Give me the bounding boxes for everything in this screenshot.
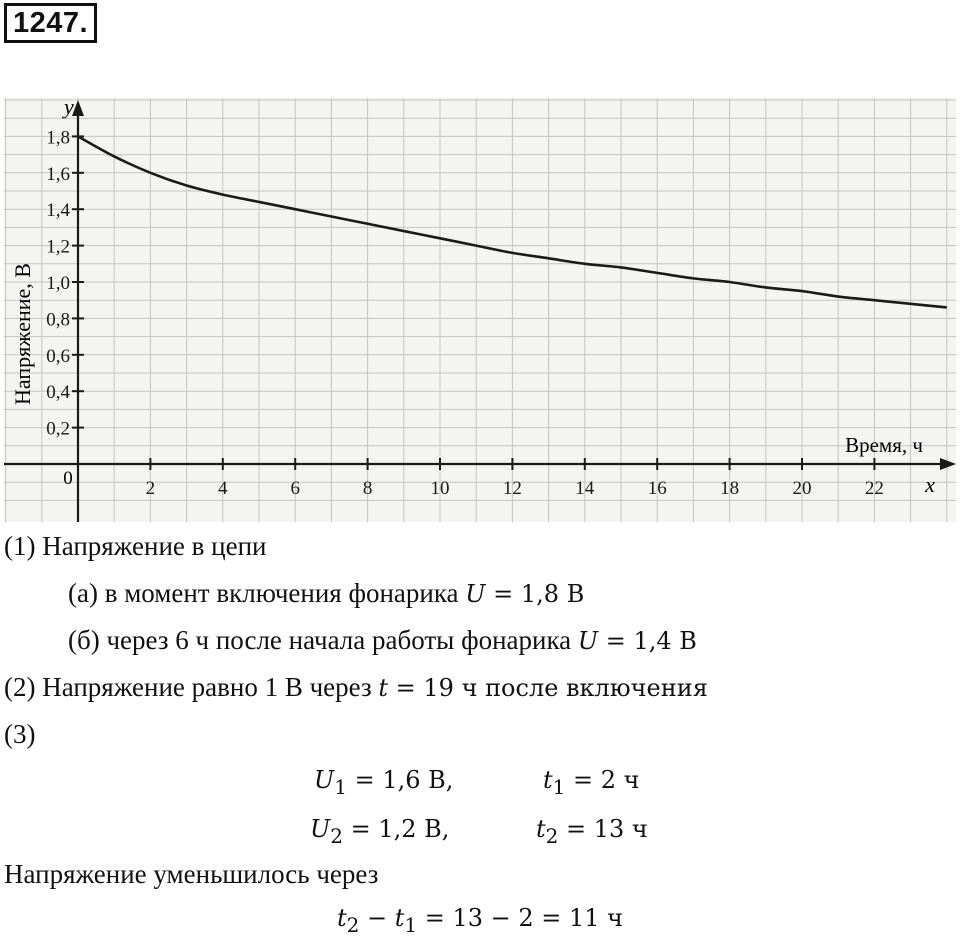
- equation-u2: $U_2 = 1,2$ В,: [310, 815, 450, 848]
- part-2: (2) Напряжение равно 1 В через t = 19 ч после включения: [4, 672, 708, 702]
- x-tick-label: 10: [430, 478, 450, 499]
- voltage-chart: [0, 94, 960, 526]
- problem-number: 1247.: [4, 3, 97, 43]
- y-tick-label: 0,4: [46, 382, 70, 404]
- y-tick-label: 0,6: [46, 345, 70, 367]
- equation-t1: $t_1 = 2$ ч: [543, 766, 640, 799]
- x-tick-label: 8: [362, 478, 373, 499]
- y-tick-label: 0,8: [46, 309, 70, 331]
- y-tick-label: 0,2: [46, 418, 70, 440]
- origin-label: 0: [63, 468, 73, 489]
- equation-t2: $t_2 = 13$ ч: [536, 815, 648, 848]
- part-1b: (б) через 6 ч после начала работы фонарика U = 1,4 В: [68, 625, 697, 655]
- y-tick-label: 1,8: [46, 127, 70, 149]
- x-tick-label: 18: [720, 478, 740, 499]
- y-axis-letter: y: [64, 94, 74, 119]
- equation-u1: $U_1 = 1,6$ В,: [314, 766, 454, 799]
- x-tick-label: 6: [290, 478, 300, 499]
- x-tick-label: 20: [792, 478, 812, 499]
- x-tick-label: 22: [864, 478, 884, 499]
- chart-background: [4, 98, 956, 522]
- x-tick-label: 4: [218, 478, 228, 499]
- y-tick-label: 1,6: [46, 163, 70, 185]
- x-axis-letter: x: [925, 472, 935, 497]
- conclusion: Напряжение уменьшилось через: [4, 859, 379, 889]
- x-tick-label: 12: [502, 478, 522, 499]
- part-1a: (а) в момент включения фонарика U = 1,8 В: [68, 578, 585, 608]
- part-1: (1) Напряжение в цепи: [4, 531, 267, 561]
- y-tick-label: 1,4: [46, 200, 70, 222]
- part-3: (3): [4, 719, 36, 749]
- final-equation: $t_2 - t_1 = 13 - 2 = 11$ ч: [336, 904, 624, 937]
- x-tick-label: 16: [647, 478, 667, 499]
- x-tick-label: 2: [145, 478, 156, 499]
- x-tick-label: 14: [575, 478, 595, 499]
- y-tick-label: 1,0: [46, 273, 70, 294]
- y-tick-label: 1,2: [46, 236, 70, 258]
- x-axis-title: Время, ч: [845, 433, 923, 457]
- y-axis-title: Напряжение, В: [10, 263, 35, 405]
